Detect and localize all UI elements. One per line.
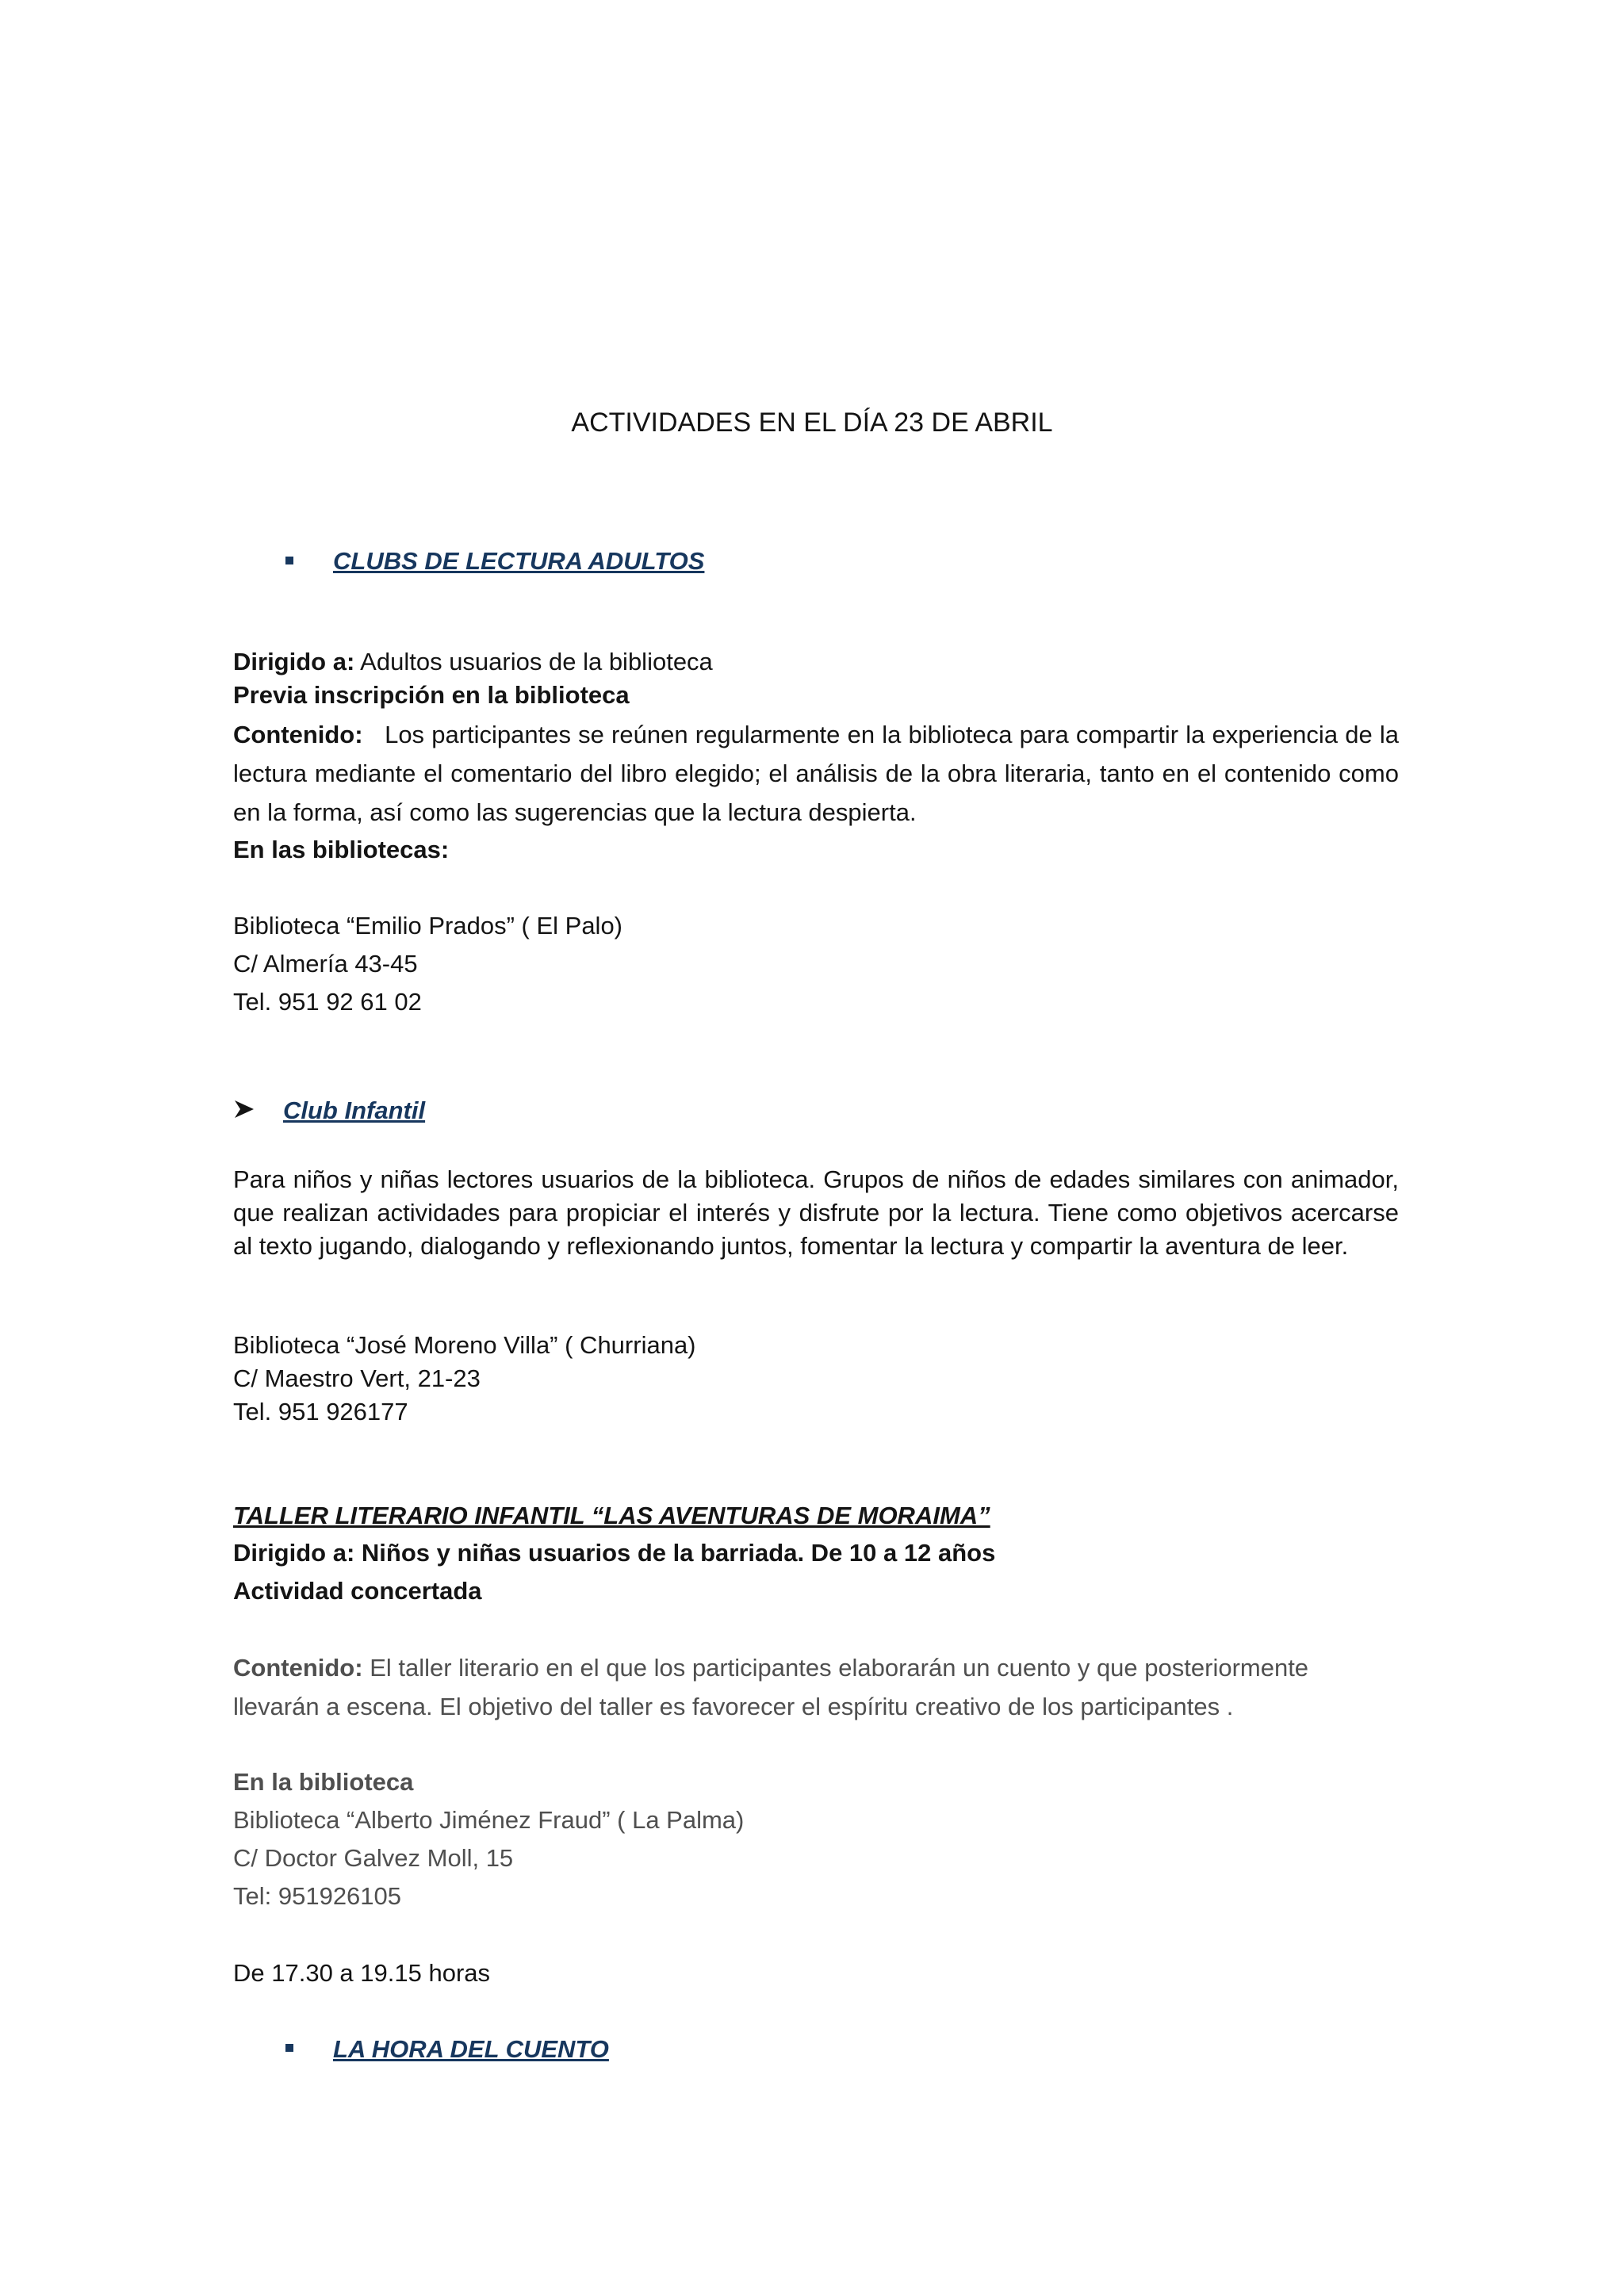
dirigido-value: Adultos usuarios de la biblioteca — [354, 648, 713, 675]
horario: De 17.30 a 19.15 horas — [233, 1959, 491, 1987]
contenido-label: Contenido: — [233, 1654, 363, 1682]
library-phone: Tel: 951926105 — [233, 1882, 402, 1910]
taller-dirigido: Dirigido a: Niños y niñas usuarios de la barriada. De 10 a 12 años — [233, 1539, 996, 1567]
library-address: C/ Maestro Vert, 21-23 — [233, 1364, 481, 1392]
en-biblioteca-label: En la biblioteca — [233, 1768, 414, 1796]
square-bullet-icon — [285, 557, 293, 564]
square-bullet-icon — [285, 2044, 293, 2052]
taller-actividad: Actividad concertada — [233, 1577, 482, 1605]
library-address: C/ Doctor Galvez Moll, 15 — [233, 1844, 514, 1872]
section-heading-hora-cuento: LA HORA DEL CUENTO — [333, 2035, 609, 2063]
inscripcion-note: Previa inscripción en la biblioteca — [233, 681, 630, 709]
arrow-bullet-icon — [233, 1099, 255, 1119]
club-infantil-description: Para niños y niñas lectores usuarios de la biblioteca. Grupos de niños de edades similares con animador, que realizan actividades para propiciar el interés y disfrute por la lectura. Tiene como objetivos acercarse al texto jugando, dialogando y reflexionando juntos, fomentar la lectura y compartir la aventura de leer. — [233, 1165, 1399, 1260]
taller-contenido-line2: llevarán a escena. El objetivo del taller es favorecer el espíritu creativo de los participantes . — [233, 1693, 1234, 1720]
library-address: C/ Almería 43-45 — [233, 950, 418, 978]
library-name: Biblioteca “José Moreno Villa” ( Churriana) — [233, 1331, 696, 1359]
contenido-label: Contenido: — [233, 721, 363, 748]
library-phone: Tel. 951 92 61 02 — [233, 988, 422, 1016]
taller-contenido-text1: El taller literario en el que los participantes elaborarán un cuento y que posteriormente — [362, 1654, 1309, 1682]
library-name: Biblioteca “Alberto Jiménez Fraud” ( La Palma) — [233, 1806, 745, 1834]
library-phone: Tel. 951 926177 — [233, 1398, 408, 1425]
taller-contenido-line1 — [233, 1652, 1308, 1684]
dirigido-label: Dirigido a: — [233, 648, 355, 675]
section-heading-taller: TALLER LITERARIO INFANTIL “LAS AVENTURAS DE MORAIMA” — [233, 1502, 990, 1529]
contenido-paragraph — [233, 715, 1399, 832]
contenido-text: Los participantes se reúnen regularmente en la biblioteca para compartir la experiencia de la lectura mediante el comentario del libro elegido; el análisis de la obra literaria, tanto en el contenido como en la forma, así como las sugerencias que la lectura despierta. — [233, 721, 1399, 826]
section-heading-club-infantil: Club Infantil — [283, 1096, 426, 1124]
dirigido-line — [233, 646, 713, 678]
page-title: ACTIVIDADES EN EL DÍA 23 DE ABRIL — [571, 408, 1053, 438]
section-heading-clubs-adultos: CLUBS DE LECTURA ADULTOS — [333, 547, 705, 575]
en-bibliotecas-label: En las bibliotecas: — [233, 836, 450, 863]
library-name: Biblioteca “Emilio Prados” ( El Palo) — [233, 912, 623, 939]
